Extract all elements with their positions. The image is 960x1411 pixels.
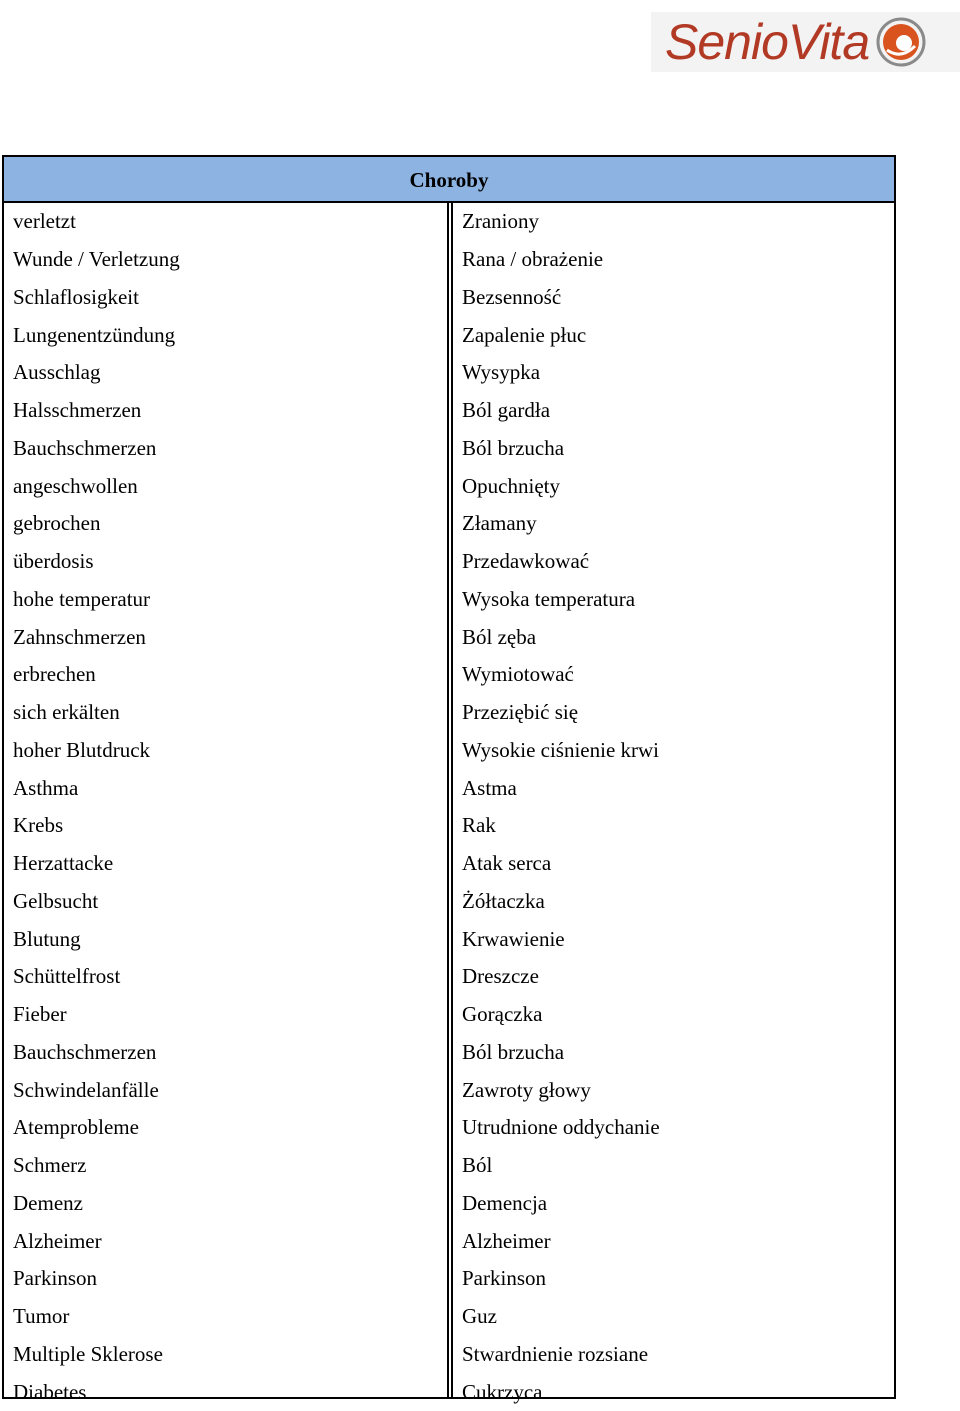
logo-swirl-icon	[875, 16, 927, 68]
polish-term: Przedawkować	[462, 549, 590, 574]
german-term: Demenz	[13, 1190, 83, 1215]
polish-term: Cukrzyca	[462, 1379, 543, 1404]
german-term: Herzattacke	[13, 851, 114, 876]
polish-term: Guz	[462, 1304, 497, 1329]
german-term: Fieber	[13, 1002, 67, 1027]
german-term: Diabetes	[13, 1379, 87, 1404]
german-term: gebrochen	[13, 511, 101, 536]
polish-term: Wysypka	[462, 360, 541, 385]
polish-term: Zraniony	[462, 209, 539, 234]
german-term: Zahnschmerzen	[13, 624, 146, 649]
german-term: Bauchschmerzen	[13, 435, 157, 460]
polish-term: Utrudnione oddychanie	[462, 1115, 660, 1140]
german-term: überdosis	[13, 549, 94, 574]
table-body	[4, 203, 894, 1404]
german-term: Multiple Sklerose	[13, 1341, 163, 1366]
german-term: Alzheimer	[13, 1228, 102, 1253]
polish-term: Wymiotować	[462, 662, 574, 687]
polish-term: Zawroty głowy	[462, 1077, 591, 1102]
german-term: Asthma	[13, 775, 79, 800]
german-column	[4, 203, 449, 1404]
polish-term: Ból gardła	[462, 398, 551, 423]
polish-term: Wysokie ciśnienie krwi	[462, 737, 660, 762]
german-term: Atemprobleme	[13, 1115, 139, 1140]
german-term: Lungenentzündung	[13, 322, 176, 347]
german-term: Schüttelfrost	[13, 964, 121, 989]
german-term: Bauchschmerzen	[13, 1039, 157, 1064]
polish-term: Ból zęba	[462, 624, 537, 649]
polish-term: Atak serca	[462, 851, 552, 876]
german-term: Schwindelanfälle	[13, 1077, 159, 1102]
german-term: angeschwollen	[13, 473, 138, 498]
seniovita-logo	[651, 12, 960, 72]
polish-term: Stwardnienie rozsiane	[462, 1341, 649, 1366]
polish-term: Przeziębić się	[462, 700, 579, 725]
polish-term: Ból brzucha	[462, 435, 565, 460]
table-title: Choroby	[4, 157, 894, 203]
german-term: Halsschmerzen	[13, 398, 142, 423]
logo-text: SenioVita	[665, 14, 870, 70]
german-term: hoher Blutdruck	[13, 737, 151, 762]
polish-term: Demencja	[462, 1190, 548, 1215]
polish-term: Astma	[462, 775, 517, 800]
polish-term: Złamany	[462, 511, 537, 536]
german-term: sich erkälten	[13, 700, 120, 725]
german-term: verletzt	[13, 209, 76, 234]
polish-term: Opuchnięty	[462, 473, 560, 498]
german-term: Blutung	[13, 926, 81, 951]
polish-term: Krwawienie	[462, 926, 565, 951]
german-term: Gelbsucht	[13, 888, 99, 913]
german-term: Parkinson	[13, 1266, 97, 1291]
polish-term: Żółtaczka	[462, 888, 545, 913]
polish-term: Dreszcze	[462, 964, 539, 989]
polish-term: Bezsenność	[462, 284, 562, 309]
german-term: Krebs	[13, 813, 64, 838]
german-term: Schmerz	[13, 1153, 87, 1178]
polish-column	[451, 203, 894, 1404]
german-term: erbrechen	[13, 662, 96, 687]
polish-term: Parkinson	[462, 1266, 546, 1291]
german-term: hohe temperatur	[13, 586, 151, 611]
polish-term: Rak	[462, 813, 496, 838]
german-term: Tumor	[13, 1304, 70, 1329]
polish-term: Ból	[462, 1153, 493, 1178]
german-term: Wunde / Verletzung	[13, 247, 180, 272]
german-term: Ausschlag	[13, 360, 101, 385]
german-term: Schlaflosigkeit	[13, 284, 139, 309]
polish-term: Gorączka	[462, 1002, 543, 1027]
polish-term: Zapalenie płuc	[462, 322, 587, 347]
polish-term: Wysoka temperatura	[462, 586, 636, 611]
vocabulary-table	[2, 155, 896, 1404]
polish-term: Ból brzucha	[462, 1039, 565, 1064]
polish-term: Alzheimer	[462, 1228, 551, 1253]
polish-term: Rana / obrażenie	[462, 247, 604, 272]
